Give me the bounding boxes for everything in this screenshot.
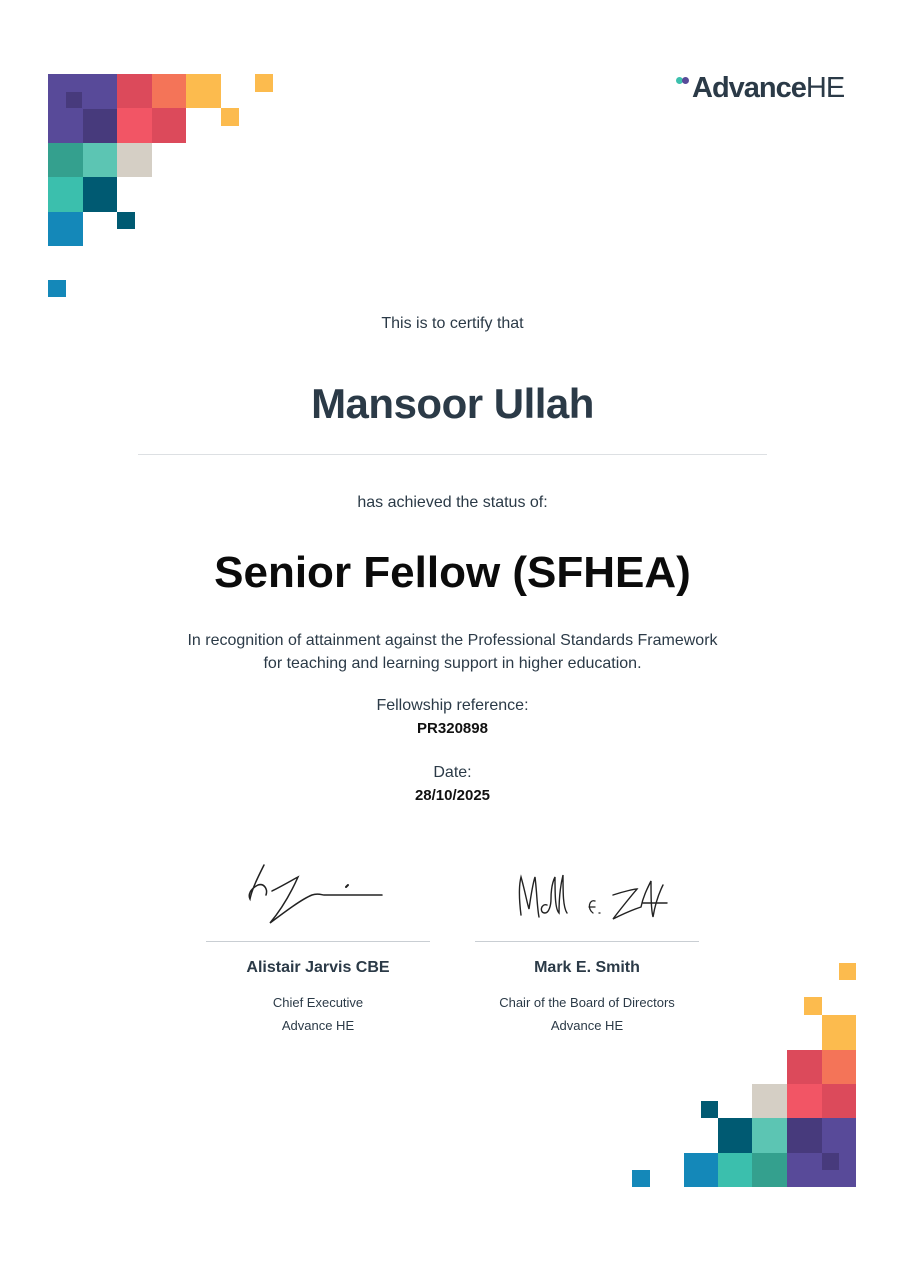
advance-he-logo xyxy=(676,72,844,104)
signatory-1-role: Chief Executive xyxy=(272,995,364,1010)
signature-line-1 xyxy=(206,941,430,942)
recognition-text xyxy=(0,629,905,675)
signature-mark-e-smith xyxy=(475,865,699,935)
recipient-name: Mansoor Ullah xyxy=(311,380,594,427)
logo-text-strong: Advance xyxy=(692,71,806,104)
signatory-2-name: Mark E. Smith xyxy=(534,959,640,976)
signature-alistair-jarvis xyxy=(206,855,430,935)
fellowship-status: Senior Fellow (SFHEA) xyxy=(214,548,691,597)
date-label: Date: xyxy=(433,764,472,781)
logo-text-light: HE xyxy=(805,71,845,104)
signatory-1-name: Alistair Jarvis CBE xyxy=(246,959,390,976)
reference-value: PR320898 xyxy=(417,720,488,737)
date-value: 28/10/2025 xyxy=(414,787,491,804)
logo-dots-icon xyxy=(676,74,690,88)
signatory-2-role: Chair of the Board of Directors xyxy=(499,995,675,1010)
recognition-line-2: for teaching and learning support in higher education. xyxy=(263,655,642,672)
reference-label: Fellowship reference: xyxy=(376,697,529,714)
signature-line-2 xyxy=(475,941,699,942)
achieved-text: has achieved the status of: xyxy=(357,494,548,511)
intro-text: This is to certify that xyxy=(381,315,524,332)
signatory-2-org: Advance HE xyxy=(550,1018,624,1033)
name-divider xyxy=(138,454,767,455)
signatory-1-org: Advance HE xyxy=(281,1018,355,1033)
recognition-line-1: In recognition of attainment against the Professional Standards Framework xyxy=(187,632,718,649)
